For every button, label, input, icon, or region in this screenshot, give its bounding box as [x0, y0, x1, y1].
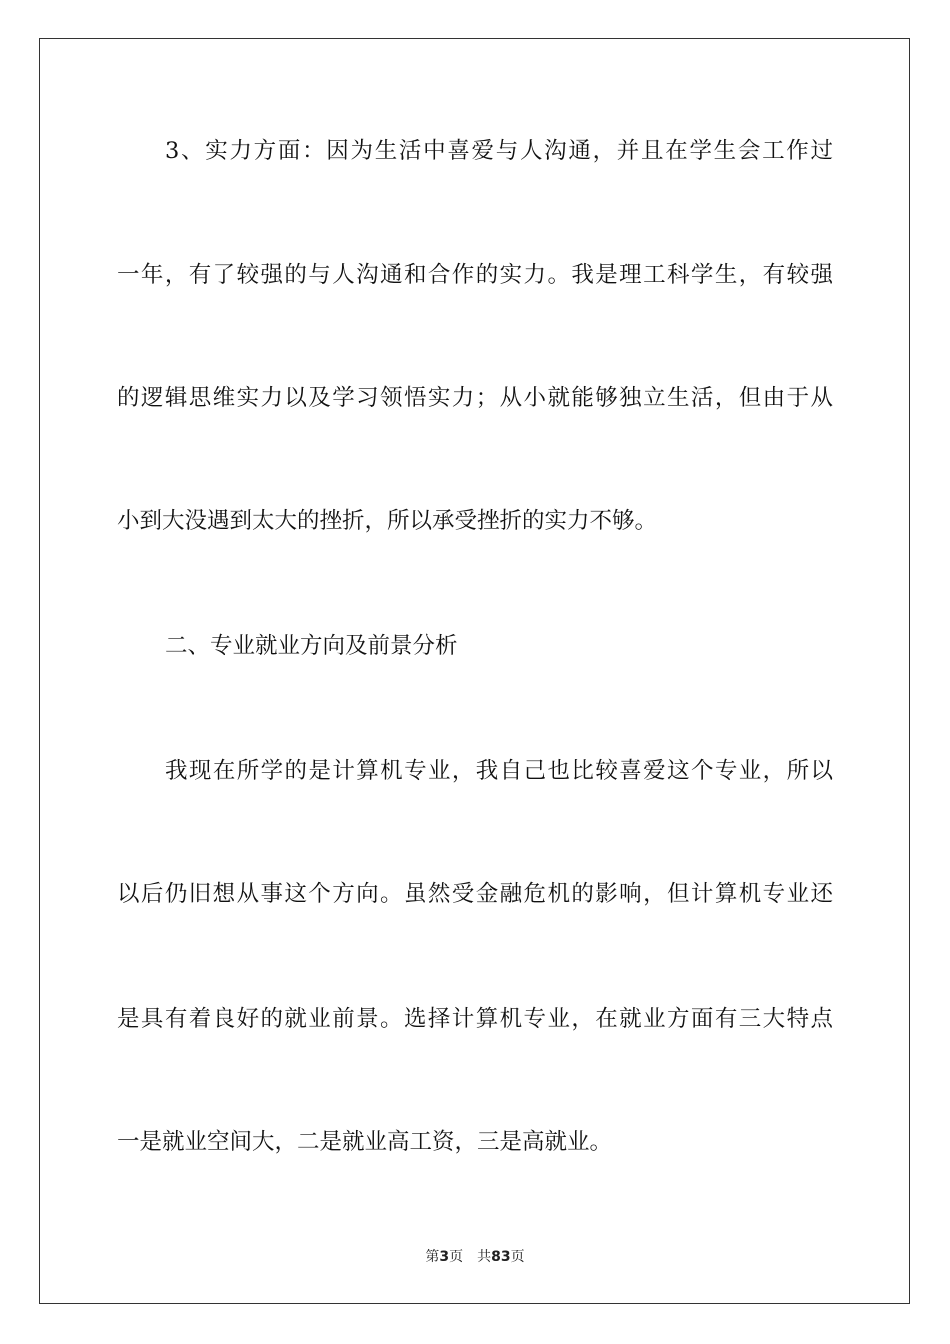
- total-suffix: 页: [510, 1249, 525, 1265]
- page-number: 3: [439, 1249, 450, 1265]
- page-prefix: 第: [425, 1249, 440, 1265]
- paragraph-line-8: 一是就业空间大，二是就业高工资，三是高就业。: [117, 1129, 613, 1155]
- paragraph-line-4: 小到大没遇到太大的挫折，所以承受挫折的实力不够。: [117, 508, 658, 534]
- section-heading: 二、专业就业方向及前景分析: [165, 633, 458, 659]
- paragraph-line-7: 是具有着良好的就业前景。选择计算机专业，在就业方面有三大特点: [117, 1006, 833, 1032]
- paragraph-line-6: 以后仍旧想从事这个方向。虽然受金融危机的影响，但计算机专业还: [117, 881, 833, 907]
- page-suffix: 页: [449, 1249, 464, 1265]
- paragraph-line-2: 一年，有了较强的与人沟通和合作的实力。我是理工科学生，有较强: [117, 262, 833, 288]
- paragraph-line-3: 的逻辑思维实力以及学习领悟实力；从小就能够独立生活，但由于从: [117, 385, 833, 411]
- total-pages: 83: [491, 1249, 511, 1265]
- page-footer: [0, 1248, 950, 1266]
- total-prefix: 共: [477, 1249, 492, 1265]
- paragraph-line-5: 我现在所学的是计算机专业，我自己也比较喜爱这个专业，所以: [165, 758, 833, 784]
- page-border: [39, 38, 910, 1304]
- paragraph-line-1: 3、实力方面：因为生活中喜爱与人沟通，并且在学生会工作过: [165, 138, 833, 164]
